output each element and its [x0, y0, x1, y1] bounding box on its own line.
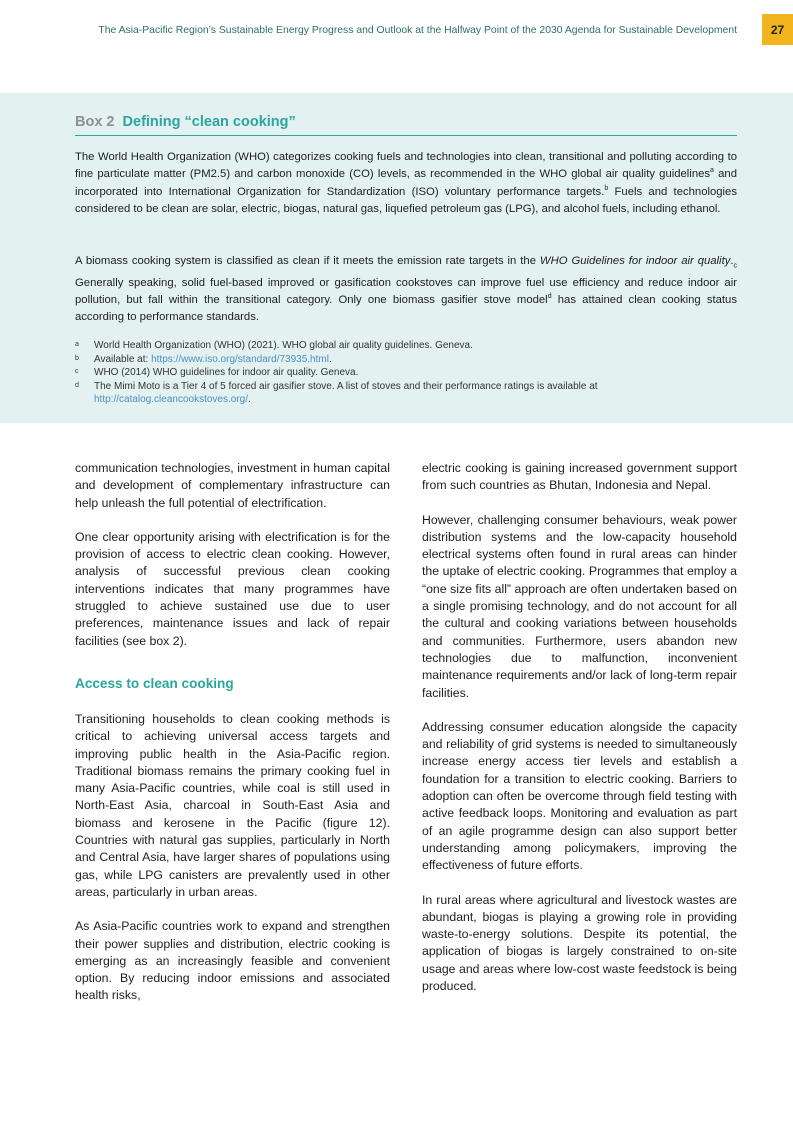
box-p1-text-1: The World Health Organization (WHO) categorizes cooking fuels and technologies into clean, transitional and polluting according to fine particulate matter (PM2.5) and carbon monoxide (CO) levels, as recommended in the WHO global air quality guidelines — [75, 151, 737, 181]
left-column — [75, 460, 390, 1022]
footnote-b — [75, 353, 737, 367]
left-paragraph-4: As Asia-Pacific countries work to expand and strengthen their power supplies and distribution, electric cooking is emerging as an increasingly feasible and convenient option. By reducing indoor emissions and associated health risks, — [75, 919, 390, 1003]
box-p1-text-2: and incorporated into International Organization for Standardization (ISO) voluntary performance targets. — [75, 168, 737, 198]
footnote-c — [75, 366, 737, 380]
box-heading — [75, 114, 737, 130]
left-paragraph-3: Transitioning households to clean cooking methods is critical to achieving universal access targets and improving public health in the Asia-Pacific region. Traditional biomass remains the primary cooking fuel in many Asia-Pacific countries, while coal is still used in North-East Asia, charcoal in South-East Asia and biomass and kerosene in the Pacific (figure 12). Countries with natural gas supplies, particularly in North and Central Asia, have larger shares of populations using gas, while LPG canisters are prevalently used in other areas, particularly in urban areas. — [75, 711, 390, 899]
right-paragraph-3: Addressing consumer education alongside the capacity and reliability of grid systems is needed to simultaneously increase energy access tier levels and establish a foundation for a transition to electric cooking. Barriers to adoption can often be overcome through field testing with active feedback loops. Monitoring and evaluation as part of an agile programme design can also support better understanding among policymakers, improving the effectiveness of future efforts. — [422, 719, 737, 873]
footnote-text: WHO (2014) WHO guidelines for indoor air quality. Geneva. — [94, 367, 359, 379]
box-p2-text-4: has attained clean cooking status according to performance standards. — [75, 293, 737, 324]
box-p2-text-3: Generally speaking, solid fuel-based improved or gasification cookstoves can improve fuel use efficiency and reduce indoor air pollution, but fall within the transitional category. Only one biomass gasifier stove model — [75, 276, 737, 306]
running-header — [0, 0, 793, 60]
right-paragraph-1: electric cooking is gaining increased government support from such countries as Bhutan, Indonesia and Nepal. — [422, 461, 737, 493]
footnote-mark: b — [75, 354, 79, 362]
footnote-text-lead: Available at: — [94, 353, 152, 365]
footnote-mark: c — [75, 368, 79, 376]
box-p2-citation: WHO Guidelines for indoor air quality — [539, 255, 731, 267]
footnote-text-end: . — [328, 353, 332, 365]
box-p2-text-1: A biomass cooking system is classified as clean if it meets the emission rate targets in the — [75, 255, 540, 267]
footnote-text: World Health Organization (WHO) (2021). WHO global air quality guidelines. Geneva. — [94, 340, 473, 351]
footnote-ref-b: b — [604, 184, 609, 192]
footnote-text-lead: The Mimi Moto is a Tier 4 of 5 forced air gasifier stove. A list of stoves and their performance ratings is available at — [94, 380, 598, 392]
right-paragraph-4: In rural areas where agricultural and livestock wastes are abundant, biogas is playing a growing role in providing waste-to-energy solutions. Despite its potential, the application of biogas is largely constrained to on-site usage and areas where low-cost waste feedstock is being produced. — [422, 892, 737, 994]
iso-standard-link[interactable]: https://www.iso.org/standard/73935.html — [151, 353, 329, 365]
footnote-ref-c: c — [733, 262, 737, 270]
box-p1-text-3: Fuels and technologies considered to be clean are solar, electric, biogas, natural gas, liquefied petroleum gas (LPG), and alcohol fuels, including ethanol. — [75, 185, 737, 215]
box-label: Box 2 — [75, 114, 115, 130]
box-p2-text-2: . — [730, 255, 734, 267]
left-paragraph-2: One clear opportunity arising with electrification is for the provision of access to electric clean cooking. However, analysis of successful previous clean cooking interventions indicates that many programmes have struggled to achieve sustained use due to user preferences, maintenance issues and lack of repair facilities (see box 2). — [75, 529, 390, 648]
footnote-d — [75, 380, 737, 407]
footnote-mark: a — [75, 341, 79, 348]
footnote-ref-a: a — [710, 167, 714, 175]
footnote-ref-d: d — [547, 293, 552, 301]
box-footnotes — [75, 339, 737, 407]
box-divider — [75, 135, 737, 136]
page-number: 27 — [762, 14, 793, 45]
box-paragraph-1 — [75, 149, 737, 218]
right-paragraph-2: However, challenging consumer behaviours, weak power distribution systems and the low-capacity household electrical systems often found in rural areas can hinder the uptake of electric cooking. Programmes that employ a “one size fits all” approach are often undertaken based on a single promising technology, and do not account for all the cultural and cooking variations between households and communities. Furthermore, users abandon new technologies due to malfunction, inconvenient maintenance requirements and/or lack of long-term repair facilities. — [422, 512, 737, 700]
section-heading-access-clean-cooking: Access to clean cooking — [75, 675, 234, 691]
cookstoves-catalog-link[interactable]: http://catalog.cleancookstoves.org/ — [94, 394, 248, 406]
box-paragraph-2 — [75, 253, 737, 326]
footnote-text — [94, 353, 737, 367]
box-title: Defining “clean cooking” — [122, 114, 296, 130]
footnote-mark: d — [75, 381, 79, 389]
footnote-a — [75, 339, 737, 353]
footnote-text-end: . — [247, 394, 251, 406]
left-paragraph-1: communication technologies, investment in human capital and development of complementary infrastructure can help unleash the full potential of electrification. — [75, 461, 390, 510]
right-column — [422, 460, 737, 1012]
footnote-text — [94, 380, 737, 407]
running-title: The Asia-Pacific Region’s Sustainable Energy Progress and Outlook at the Halfway Point of the 2030 Agenda for Sustainable Development — [98, 25, 737, 36]
